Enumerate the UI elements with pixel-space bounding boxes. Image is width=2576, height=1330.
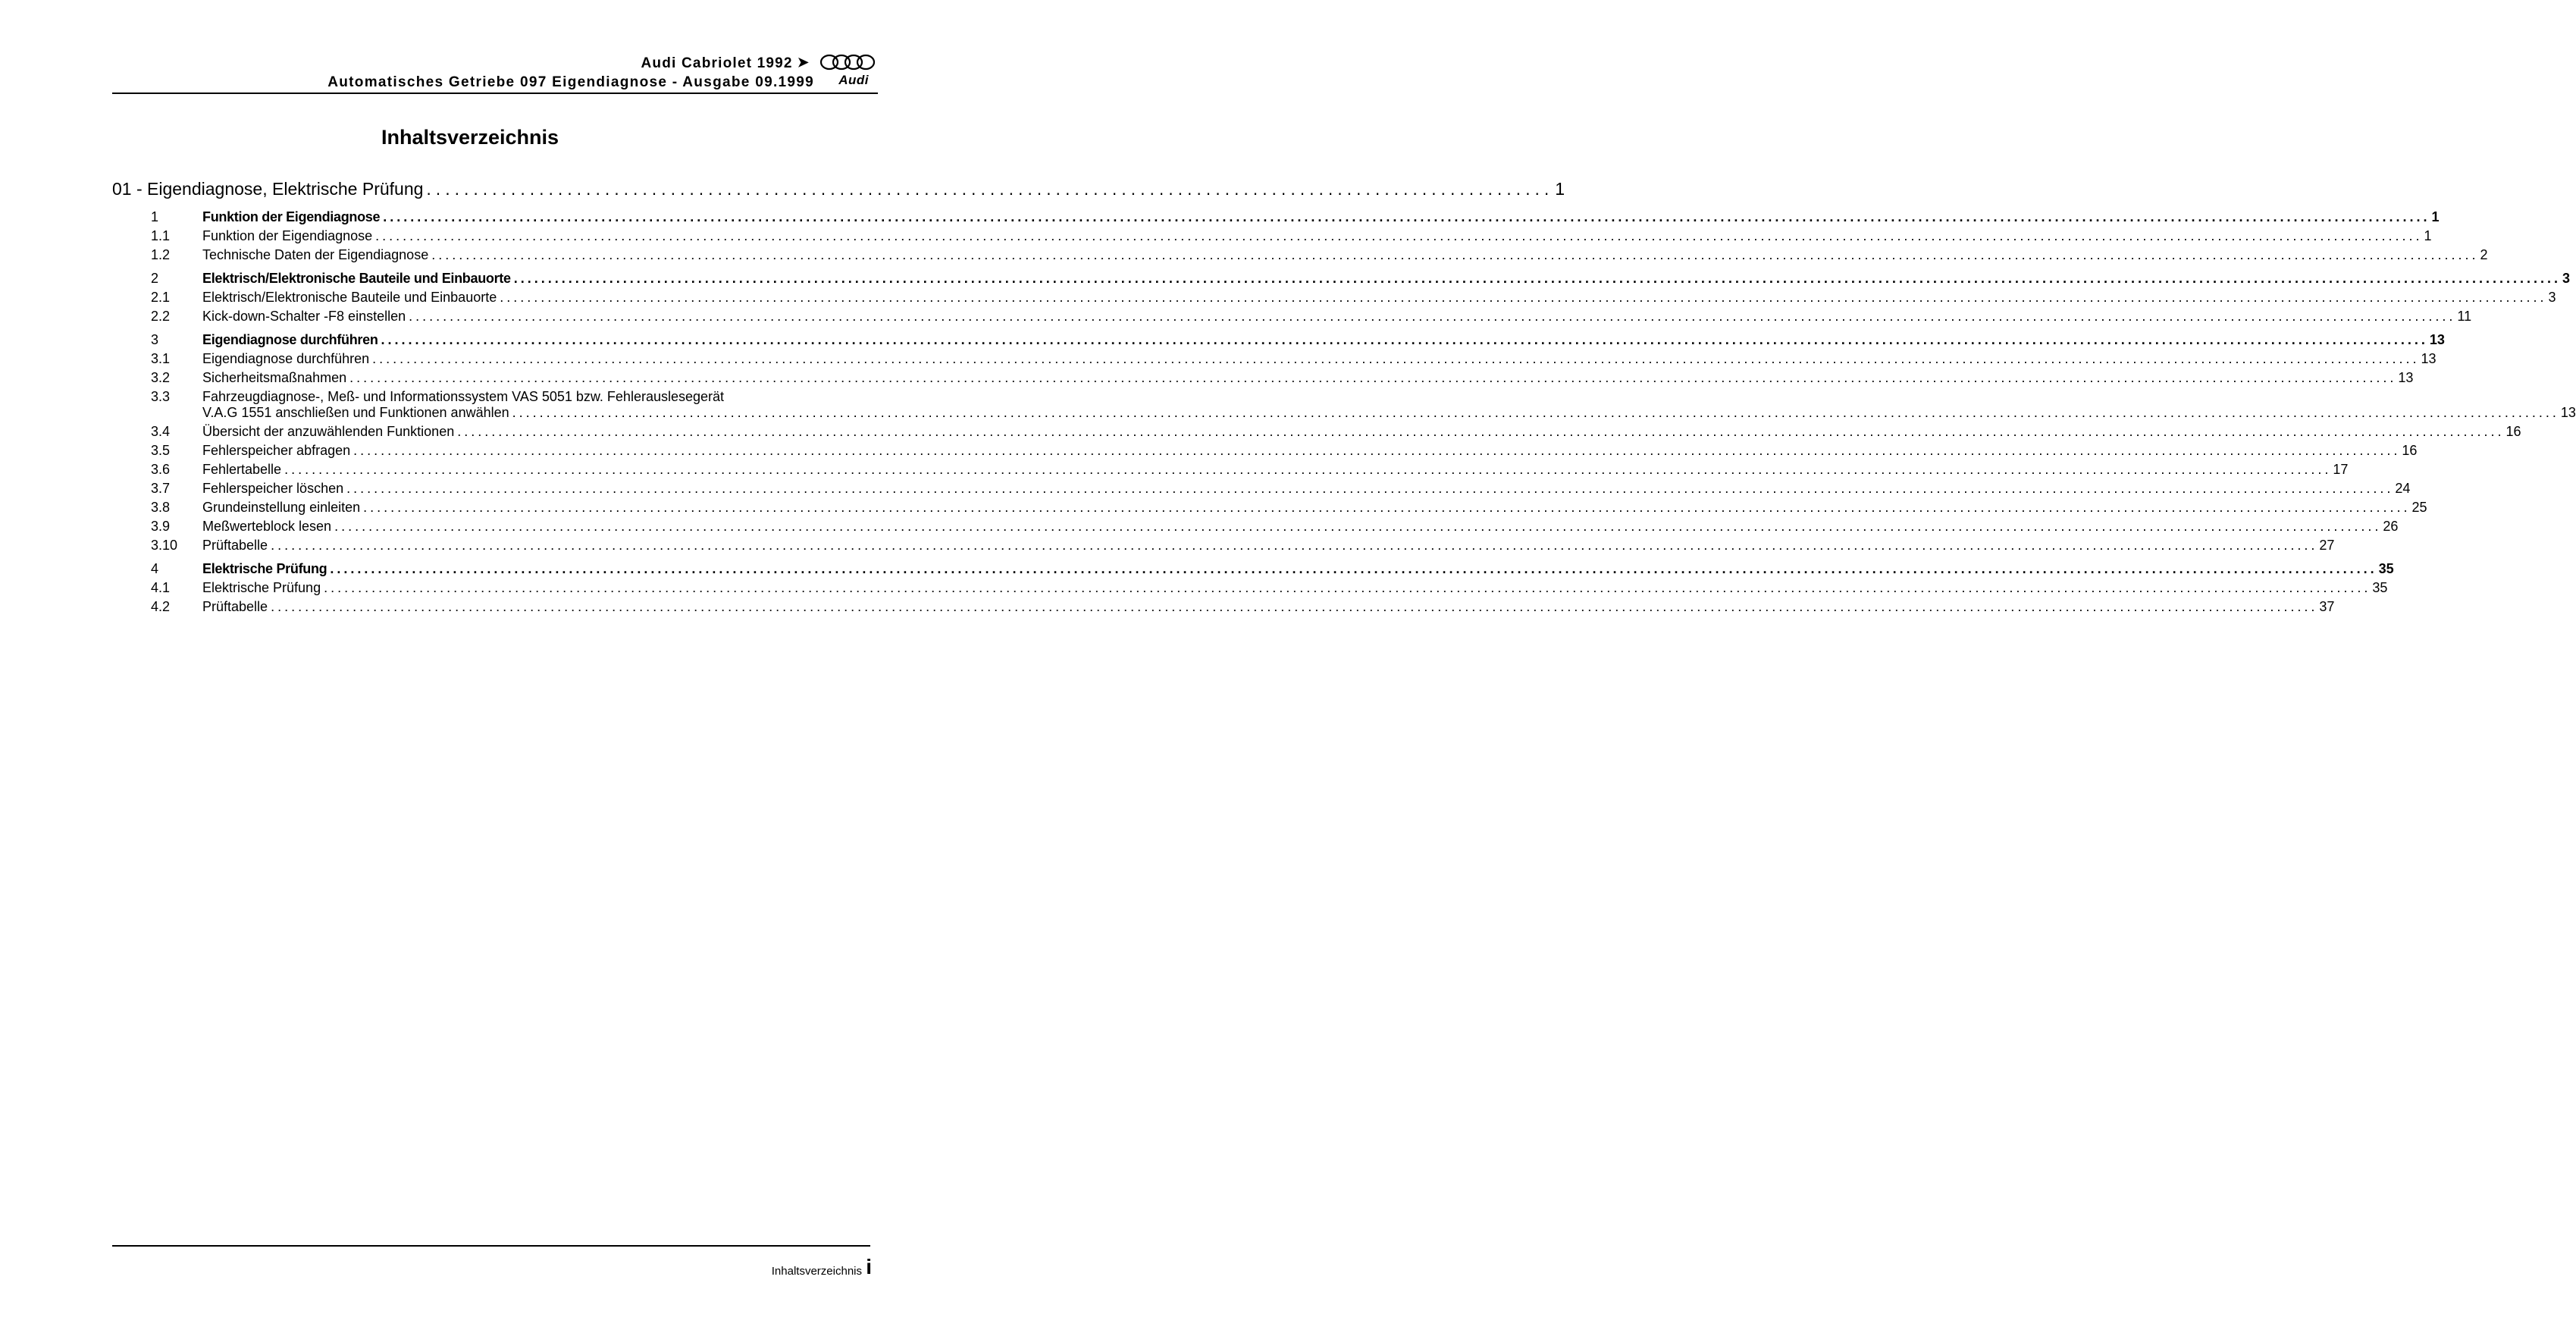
toc-entry-label: Fehlerspeicher abfragen — [202, 443, 351, 458]
toc-chapter-label: 01 - Eigendiagnose, Elektrische Prüfung — [112, 179, 424, 199]
audi-logo — [817, 53, 878, 91]
toc-entry-page: 37 — [2319, 599, 2335, 614]
toc-entry[interactable] — [151, 424, 2521, 443]
toc-entry-page: 2 — [2480, 247, 2488, 262]
footer-page-number: i — [866, 1255, 872, 1278]
toc-entry[interactable] — [151, 500, 2427, 519]
toc-entry-page: 3 — [2562, 271, 2571, 286]
toc-entry-page: 27 — [2319, 538, 2335, 553]
toc-entry-page: 16 — [2402, 443, 2418, 458]
toc-entry-label: Prüftabelle — [202, 599, 268, 614]
toc-entry-number: 3.3 — [151, 389, 171, 404]
toc-leader: ............................................................................................................................................................................................................................................................................................................ — [457, 424, 2505, 439]
audi-rings-icon — [817, 53, 878, 73]
toc-leader: ............................................................................................................................................................................................................................................................................................................ — [512, 405, 2559, 420]
toc-entry-number: 3.4 — [151, 424, 171, 439]
header-model — [641, 55, 810, 72]
toc-entry-label: Fehlertabelle — [202, 462, 282, 477]
arrow-icon: ➤ — [797, 55, 810, 70]
toc-entry[interactable] — [151, 580, 2388, 599]
toc-entry[interactable] — [151, 481, 2411, 500]
toc-entry-number: 3.1 — [151, 351, 171, 366]
header-rule — [112, 93, 878, 94]
toc-entry-number: 2 — [151, 271, 159, 286]
toc-leader: ............................................................................................................................................................................................................................................................................................................ — [346, 481, 2394, 496]
toc-entry[interactable] — [151, 462, 2349, 481]
toc-entry-number: 3.5 — [151, 443, 171, 458]
toc-entry-number: 1.1 — [151, 228, 171, 243]
toc-entry-page: 3 — [2548, 290, 2556, 305]
toc-entry-page: 35 — [2378, 561, 2394, 576]
toc-entry-number: 3 — [151, 332, 159, 347]
toc-entry-label: Elektrische Prüfung — [202, 561, 327, 576]
toc-entry-page: 1 — [2424, 228, 2432, 243]
toc-entry-label: Sicherheitsmaßnahmen — [202, 370, 347, 385]
toc-entry-label: Eigendiagnose durchführen — [202, 351, 370, 366]
toc-entry-label: Prüftabelle — [202, 538, 268, 553]
header-subtitle: Automatisches Getriebe 097 Eigendiagnose - Ausgabe 09.1999 — [327, 74, 814, 90]
toc-entry-number: 3.9 — [151, 519, 171, 534]
toc-entry-label: Eigendiagnose durchführen — [202, 332, 378, 347]
toc-entry[interactable] — [151, 351, 2437, 370]
toc-entry[interactable] — [151, 309, 2472, 328]
toc-entry-page: 1 — [2431, 209, 2440, 224]
toc-entry-label: Kick-down-Schalter -F8 einstellen — [202, 309, 406, 324]
footer-rule — [112, 1245, 870, 1247]
toc-leader: ............................................................................................................................................................................................................................................................................................................ — [324, 580, 2371, 595]
toc-leader: ............................................................................................................................................................................................................................................................................................................ — [353, 443, 2401, 458]
toc-leader: ............................................................................................................................................................................................................................................................................................................ — [431, 247, 2479, 262]
toc-leader: ............................................................................................................................................................................................................................................................................................................ — [271, 538, 2318, 553]
toc-leader: ............................................................................................................................................................................................................................................................................................................ — [271, 599, 2318, 614]
toc-entry-label: Grundeinstellung einleiten — [202, 500, 361, 515]
toc-section-heading[interactable] — [151, 561, 2394, 580]
toc-section-heading[interactable] — [151, 209, 2440, 228]
toc-entry-label: Funktion der Eigendiagnose — [202, 209, 381, 224]
toc-entry-page: 13 — [2398, 370, 2414, 385]
toc-entry[interactable] — [151, 389, 2576, 424]
toc-entry-number: 3.8 — [151, 500, 171, 515]
toc-entry-label: Elektrisch/Elektronische Bauteile und Einbauorte — [202, 271, 511, 286]
footer-label: Inhaltsverzeichnis — [771, 1265, 862, 1278]
toc-entry-number: 3.6 — [151, 462, 171, 477]
toc-entry-page: 13 — [2421, 351, 2437, 366]
toc-entry-page: 26 — [2383, 519, 2399, 534]
toc-leader: ............................................................................................................................................................................................................................................................................................................ — [363, 500, 2411, 515]
toc-entry-page: 17 — [2333, 462, 2349, 477]
toc-leader: ............................................................................................................................................................................................................................................................................................................ — [500, 290, 2547, 305]
toc-entry-label: Meßwerteblock lesen — [202, 519, 332, 534]
toc-entry-page: 13 — [2429, 332, 2445, 347]
toc-leader: ............................................................................................................................................................................................................................................................................................................ — [409, 309, 2456, 324]
toc-leader: ........................................................................................................................ — [426, 179, 1554, 199]
toc-section-heading[interactable] — [151, 332, 2445, 351]
toc-entry-page: 16 — [2505, 424, 2521, 439]
toc-leader: ............................................................................................................................................................................................................................................................................................................ — [375, 228, 2423, 243]
toc-entry-label: Elektrisch/Elektronische Bauteile und Einbauorte — [202, 290, 497, 305]
toc-entry[interactable] — [151, 519, 2399, 538]
toc-entry-number: 3.7 — [151, 481, 171, 496]
toc-chapter-page: 1 — [1555, 179, 1565, 199]
toc-leader: ............................................................................................................................................................................................................................................................................................................ — [330, 561, 2377, 576]
toc-entry-number: 1 — [151, 209, 159, 224]
header-model-text: Audi Cabriolet 1992 — [641, 55, 793, 71]
toc-entry-label: Funktion der Eigendiagnose — [202, 228, 373, 243]
toc-entry[interactable] — [151, 228, 2432, 247]
toc-chapter[interactable] — [112, 179, 1565, 205]
toc-entry-page: 24 — [2395, 481, 2411, 496]
toc-entry[interactable] — [151, 370, 2414, 389]
toc-leader: ............................................................................................................................................................................................................................................................................................................ — [372, 351, 2420, 366]
page-title: Inhaltsverzeichnis — [381, 126, 559, 149]
toc-leader: ............................................................................................................................................................................................................................................................................................................ — [381, 332, 2428, 347]
toc-entry-number: 4.2 — [151, 599, 171, 614]
toc-entry-number: 2.1 — [151, 290, 171, 305]
toc-leader: ............................................................................................................................................................................................................................................................................................................ — [334, 519, 2382, 534]
page-header — [112, 53, 878, 96]
toc-entry-number: 4.1 — [151, 580, 171, 595]
toc-sections — [112, 209, 2576, 618]
toc-entry[interactable] — [151, 290, 2556, 309]
table-of-contents — [112, 179, 2576, 618]
toc-entry-label: Übersicht der anzuwählenden Funktionen — [202, 424, 455, 439]
toc-entry[interactable] — [151, 247, 2488, 266]
toc-entry-label-continued: V.A.G 1551 anschließen und Funktionen anwählen — [202, 405, 509, 420]
toc-entry[interactable] — [151, 443, 2418, 462]
toc-leader: ............................................................................................................................................................................................................................................................................................................ — [383, 209, 2430, 224]
toc-entry-page: 25 — [2411, 500, 2427, 515]
toc-entry-number: 4 — [151, 561, 159, 576]
toc-leader: ............................................................................................................................................................................................................................................................................................................ — [284, 462, 2332, 477]
toc-entry-label: Fahrzeugdiagnose-, Meß- und Informationssystem VAS 5051 bzw. Fehlerauslesegerät — [202, 389, 725, 404]
toc-entry-label: Elektrische Prüfung — [202, 580, 321, 595]
toc-entry-number: 1.2 — [151, 247, 171, 262]
toc-entry-page: 11 — [2457, 309, 2472, 324]
toc-entry-number: 2.2 — [151, 309, 171, 324]
toc-entry-page: 35 — [2372, 580, 2388, 595]
toc-entry[interactable] — [151, 599, 2335, 618]
toc-entry-number: 3.10 — [151, 538, 178, 553]
toc-entry[interactable] — [151, 538, 2335, 557]
audi-logo-text: Audi — [838, 73, 869, 87]
toc-entry-number: 3.2 — [151, 370, 171, 385]
toc-entry-label: Technische Daten der Eigendiagnose — [202, 247, 429, 262]
toc-leader: ............................................................................................................................................................................................................................................................................................................ — [349, 370, 2397, 385]
toc-entry-label: Fehlerspeicher löschen — [202, 481, 344, 496]
toc-leader: ............................................................................................................................................................................................................................................................................................................ — [513, 271, 2562, 286]
toc-entry-page: 13 — [2560, 405, 2576, 420]
toc-section-heading[interactable] — [151, 271, 2571, 290]
